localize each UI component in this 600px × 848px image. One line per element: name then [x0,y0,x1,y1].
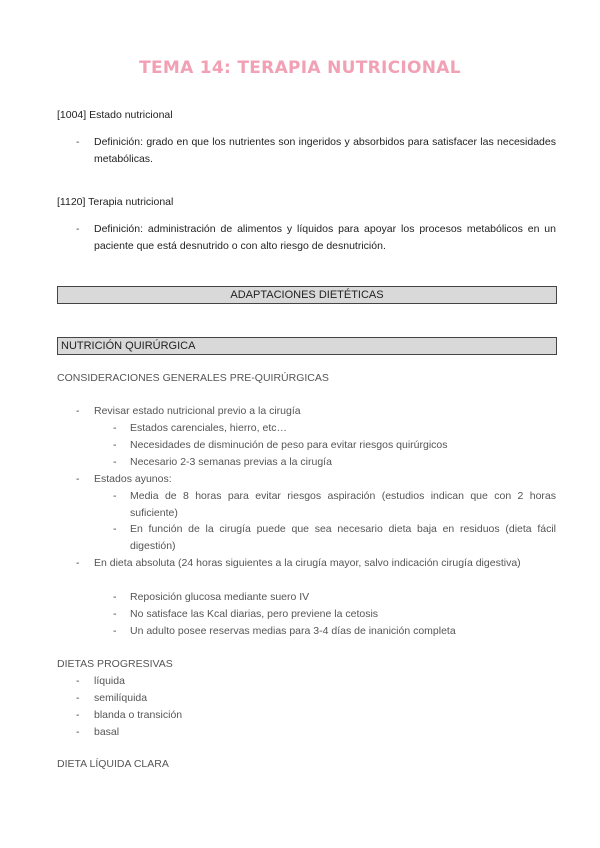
consideraciones-heading: CONSIDERACIONES GENERALES PRE-QUIRÚRGICAS [57,372,329,384]
sub-list-item: No satisface las Kcal diarias, pero previene la cetosis [130,608,379,620]
list-item: Revisar estado nutricional previo a la cirugía [94,405,301,417]
sub-list-item: Reposición glucosa mediante suero IV [130,591,310,603]
sub-list-item: Un adulto posee reservas medias para 3-4 días de inanición completa [130,625,456,637]
sub-bullet-dash: - [113,523,117,535]
dietas-heading: DIETAS PROGRESIVAS [57,658,173,670]
sub-bullet-dash: - [113,456,117,468]
bullet-dash: - [76,557,80,569]
sub-list-item: Estados carenciales, hierro, etc… [130,422,287,434]
list-item: En dieta absoluta (24 horas siguientes a la cirugía mayor, salvo indicación cirugía digestiva) [94,557,521,569]
list-item: basal [94,726,120,738]
sub-list-item: Necesario 2-3 semanas previas a la cirugía [130,456,332,468]
sub-bullet-dash: - [113,625,117,637]
terapia-definition: Definición: administración de alimentos y líquidos para apoyar los procesos metabólicos en un paciente que está desnutrido o con alto riesgo de desnutrición. [94,223,556,252]
estado-definition: Definición: grado en que los nutrientes son ingeridos y absorbidos para satisfacer las necesidades metabólicas. [94,136,556,165]
bullet-dash: - [76,709,80,721]
sub-bullet-dash: - [113,608,117,620]
list-item: Estados ayunos: [94,473,172,485]
sub-list-item: En función de la cirugía puede que sea necesario dieta baja en residuos (dieta fácil digestión) [130,523,556,552]
bullet-dash: - [76,692,80,704]
sub-list-item: Necesidades de disminución de peso para evitar riesgos quirúrgicos [130,439,448,451]
list-item: semilíquida [94,692,148,704]
quirurgica-banner: NUTRICIÓN QUIRÚRGICA [57,337,557,355]
sub-bullet-dash: - [113,422,117,434]
bullet-dash: - [76,726,80,738]
estado-heading: [1004] Estado nutricional [57,109,173,121]
bullet-dash: - [76,136,80,148]
list-item: líquida [94,675,125,687]
dieta-liquida-heading: DIETA LÍQUIDA CLARA [57,758,169,770]
terapia-heading: [1120] Terapia nutricional [57,196,174,208]
sub-bullet-dash: - [113,490,117,502]
sub-list-item: Media de 8 horas para evitar riesgos aspiración (estudios indican que con 2 horas suficiente) [130,490,556,519]
page-title: TEMA 14: TERAPIA NUTRICIONAL [139,58,461,78]
bullet-dash: - [76,675,80,687]
sub-bullet-dash: - [113,439,117,451]
sub-bullet-dash: - [113,591,117,603]
list-item: blanda o transición [94,709,183,721]
bullet-dash: - [76,405,80,417]
bullet-dash: - [76,223,80,235]
adaptaciones-banner: ADAPTACIONES DIETÉTICAS [57,286,557,304]
bullet-dash: - [76,473,80,485]
